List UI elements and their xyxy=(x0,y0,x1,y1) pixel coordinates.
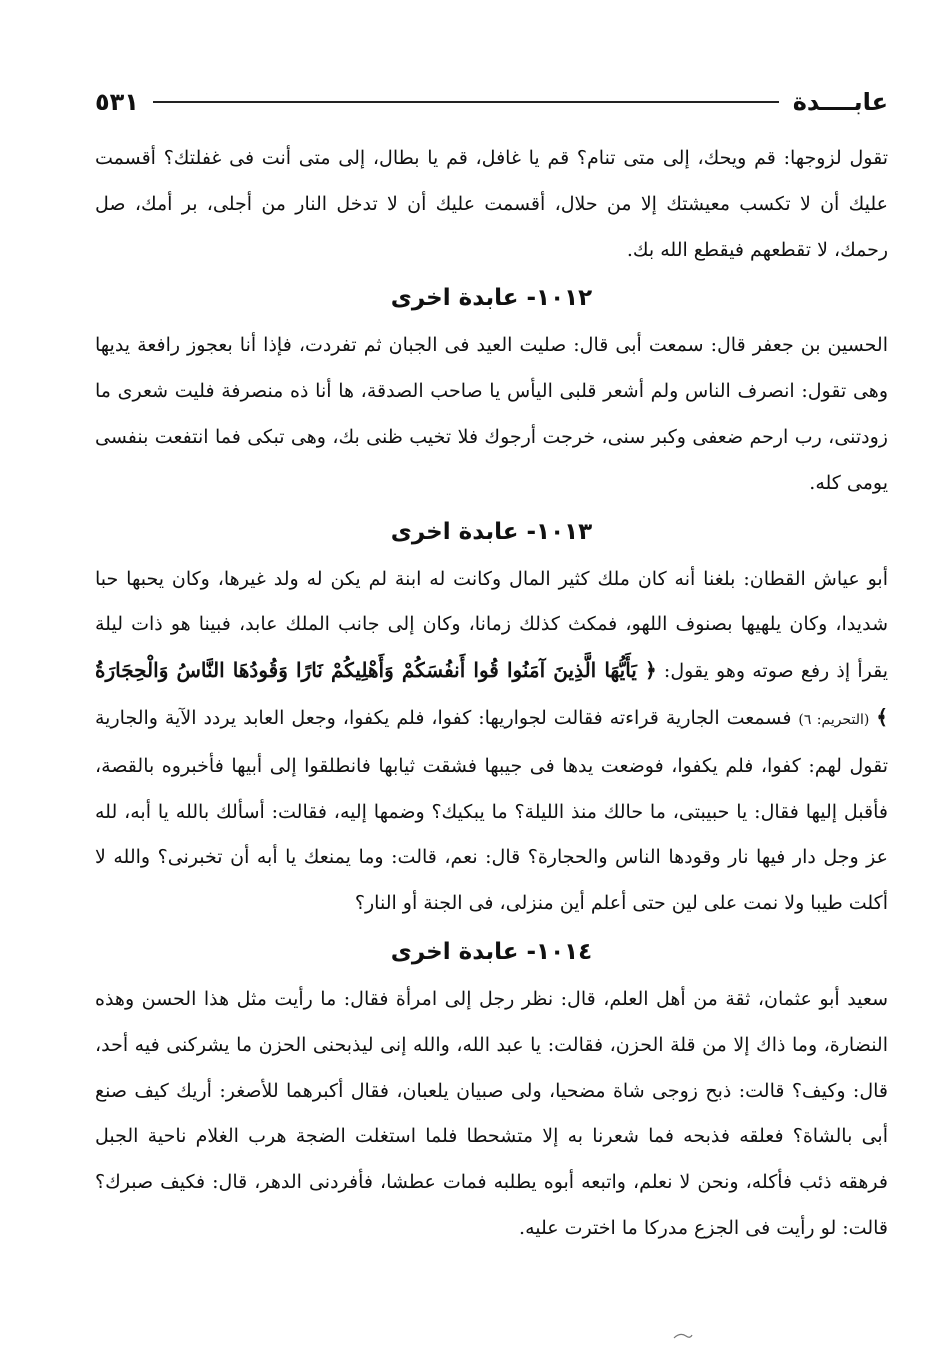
quran-verse: ﴿ يَأَيُّهَا الَّذِينَ آمَنُوا قُوا أَنفُسَكُمْ وَأَهْلِيكُمْ نَارًا وَقُودُهَا النَّاسُ وَالْحِجَارَةُ ﴾ xyxy=(95,658,889,729)
page-body xyxy=(95,136,888,1252)
entry-1013-text xyxy=(95,557,888,927)
entry-1013-text-after: فسمعت الجارية قراءته فقالت لجواريها: كفوا، فلم يكفوا، وجعل العابد يردد الآية والجارية تقول لهم: كفوا، فلم يكفوا، فوضعت يدها فى جيبها فشقت ثيابها فانطلقوا إلى أبيها فأخبروه بالقصة، فأقبل إليها فقال: يا حبيبتى، ما حالك منذ الليلة؟ ما يبكيك؟ وضمها إليه، فقالت: أسألك بالله يا أبه، لله عز وجل دار فيها نار وقودها الناس والحجارة؟ قال: نعم، قالت: وما يمنعك يا أبه أن تخبرنى؟ والله لا أكلت طيبا ولا نمت على لين حتى أعلم أين منزلى، فى الجنة أو النار؟ xyxy=(95,706,888,915)
page-header xyxy=(95,82,888,122)
entry-1014-text: سعيد أبو عثمان، ثقة من أهل العلم، قال: نظر رجل إلى امرأة فقال: ما رأيت مثل هذا الحسن وهذه النضارة، وما ذاك إلا من قلة الحزن، فقالت: يا عبد الله، والله إنى ليذبحنى الحزن ما يشركنى فيه أحد، قال: وكيف؟ قالت: ذبح زوجى شاة مضحيا، ولى صبيان يلعبان، فقال أكبرهما للأصغر: أريك كيف صنع أبى بالشاة؟ فعلقه فذبحه فما شعرنا به إلا متشحطا فلما استغلت الضجة هرب الغلام ناحية الجبل فرهقه ذئب فأكله، ونحن لا نعلم، واتبعه أبوه يطلبه فمات عطشا، فأفردنى الدهر، قال: فكيف صبرك؟ قالت: لو رأيت فى الجزع مدركا ما اخترت عليه. xyxy=(95,987,888,1239)
ink-smudge-mark xyxy=(672,1330,694,1342)
running-title: عابــــدة xyxy=(792,88,888,116)
entry-1012-text: الحسين بن جعفر قال: سمعت أبى قال: صليت العيد فى الجبان ثم تفردت، فإذا أنا بعجوز رافعة يديها وهى تقول: انصرف الناس ولم أشعر قلبى اليأس يا صاحب الصدقة، ها أنا ذه منصرفة فليت شعرى ما زودتنى، رب ارحم ضعفى وكبر سنى، خرجت أرجوك فلا تخيب ظنى بك، وهى تبكى فما انتفعت بنفسى يومى كله. xyxy=(95,334,888,494)
quran-reference: (التحريم: ٦) xyxy=(798,711,870,728)
entry-1011-continuation: تقول لزوجها: قم ويحك، إلى متى تنام؟ قم يا غافل، قم يا بطال، إلى متى أنت فى غفلتك؟ أقسمت عليك أن لا تكسب معيشتك إلا من حلال، أقسمت عليك أن لا تدخل النار من أجلى، بر أمك، صل رحمك، لا تقطعهم فيقطع الله بك. xyxy=(95,147,888,261)
entry-1012-heading: ١٠١٢- عابدة اخرى xyxy=(390,285,593,312)
page-number: ٥٣١ xyxy=(95,88,139,116)
entry-1014-heading: ١٠١٤- عابدة اخرى xyxy=(390,938,593,965)
entry-1013-heading: ١٠١٣- عابدة اخرى xyxy=(390,518,593,545)
header-rule xyxy=(153,101,779,103)
entry-1013-text-before: أبو عياش القطان: بلغنا أنه كان ملك كثير المال وكانت له ابنة لم يكن له ولد غيرها، وكان يحبها حبا شديدا، وكان يلهيها بصنوف اللهو، فمكث كذلك زمانا، وكان إلى جانب الملك عابد، فبينا هو ذات ليلة يقرأ إذ رفع صوته وهو يقول: xyxy=(95,567,888,683)
